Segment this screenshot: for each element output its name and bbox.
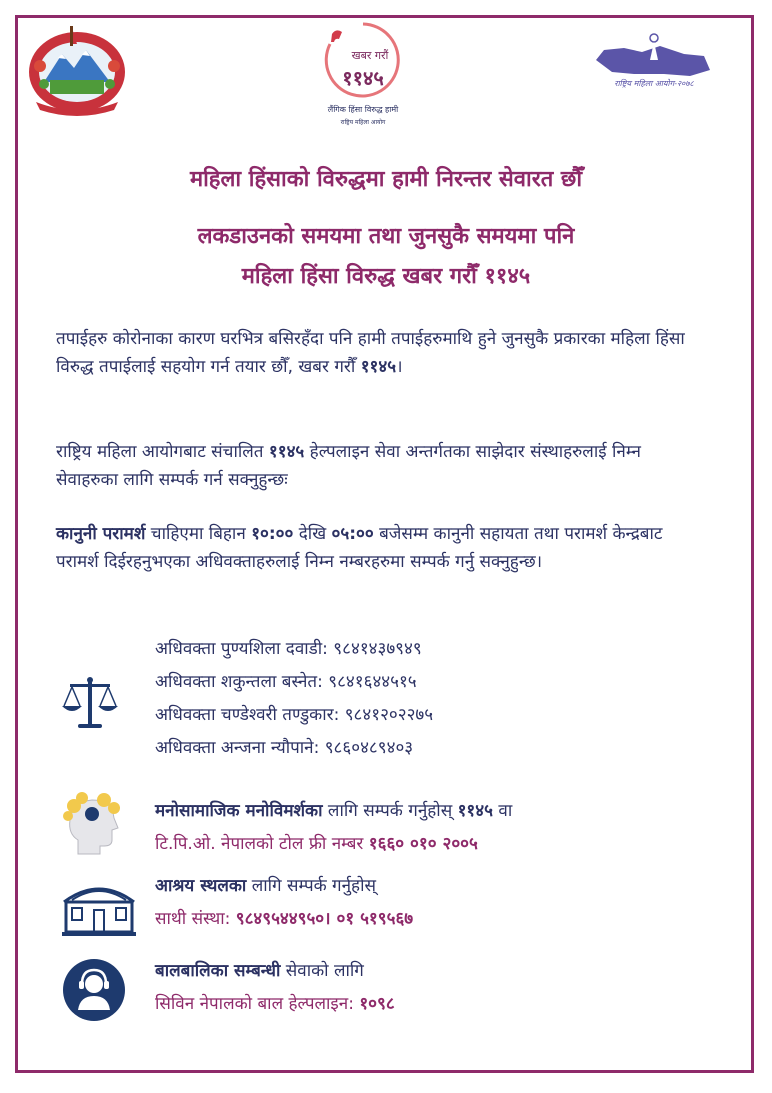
logo-right-text: राष्ट्रिय महिला आयोग-२०७८	[614, 79, 694, 88]
saathi-text: साथी संस्था:	[155, 909, 236, 929]
shelter-line2	[155, 903, 715, 936]
legal-end-time: ०५:००	[331, 524, 374, 544]
legal-text-2: देखि	[293, 524, 332, 544]
cwin-number: १०९८	[359, 994, 395, 1014]
child-text: सेवाको लागि	[280, 961, 364, 981]
shelter-service	[155, 870, 715, 936]
lawyer-item: अधिवक्ता शकुन्तला बस्नेत: ९८४१६४४५१५	[155, 672, 417, 692]
shelter-text: लागि सम्पर्क गर्नुहोस्	[246, 876, 376, 896]
legal-text-1: चाहिएमा बिहान	[145, 524, 252, 544]
child-line1	[155, 955, 715, 988]
psychosocial-line2	[155, 828, 715, 861]
partner-text-start: राष्ट्रिय महिला आयोगबाट संचालित	[56, 442, 269, 462]
psychosocial-service	[155, 795, 715, 861]
legal-paragraph	[56, 520, 696, 576]
partner-number: ११४५	[268, 442, 305, 462]
shelter-building-icon	[58, 878, 140, 938]
psychosocial-or: वा	[492, 801, 513, 821]
legal-text-3: बजेसम्म कानुनी सहायता तथा परामर्श केन्द्रबाट परामर्श दिईरहनुभएका अधिवक्ताहरुलाई निम्न नम्बरहरुमा सम्पर्क गर्नु सक्नुहुन्छ।	[56, 524, 663, 572]
logo-org-text: राष्ट्रिय महिला आयोग	[340, 119, 386, 126]
tpo-text: टि.पि.ओ. नेपालको टोल फ्री नम्बर	[155, 834, 369, 854]
lawyer-item: अधिवक्ता पुण्यशिला दवाडी: ९८४१४३७९४९	[155, 639, 422, 659]
legal-title: कानुनी परामर्श	[56, 524, 146, 544]
logo-khabar-text: खबर गरौं	[351, 49, 389, 62]
intro-text: तपाईहरु कोरोनाका कारण घरभित्र बसिरहँदा पनि हामी तपाईहरुमाथि हुने जुनसुकै प्रकारका महिला हिंसा विरुद्ध तपाईलाई सहयोग गर्न तयार छौँ, खबर गरौँ	[56, 329, 685, 377]
headset-support-icon	[62, 958, 126, 1022]
psychosocial-text: लागि सम्पर्क गर्नुहोस्	[322, 801, 458, 821]
shelter-line1	[155, 870, 715, 903]
nepal-map-icon	[594, 30, 714, 85]
intro-paragraph	[56, 325, 696, 381]
cwin-text: सिविन नेपालको बाल हेल्पलाइन:	[155, 994, 360, 1014]
lawyer-item: अधिवक्ता चण्डेश्वरी तण्डुकार: ९८४१२०२२७५	[155, 705, 434, 725]
logo-tagline-text: लैंगिक हिंसा विरुद्ध हामी	[327, 105, 399, 114]
tpo-number: १६६० ०१० २००५	[368, 834, 478, 854]
legal-start-time: १०:००	[251, 524, 294, 544]
lawyer-list	[155, 633, 675, 765]
intro-end: ।	[396, 357, 403, 377]
psychosocial-line1	[155, 795, 715, 828]
partner-paragraph	[56, 438, 696, 494]
partner-text-end: हेल्पलाइन सेवा अन्तर्गतका साझेदार संस्थाहरुलाई निम्न सेवाहरुका लागि सम्पर्क गर्न सक्नुहुन्छः	[56, 442, 641, 490]
nepal-government-emblem-icon	[22, 22, 132, 117]
helpline-1145-logo	[318, 18, 408, 133]
psychosocial-number: ११४५	[457, 801, 493, 821]
subheading-line1: लकडाउनको समयमा तथा जुनसुकै समयमा पनि	[197, 224, 575, 249]
psychosocial-title: मनोसामाजिक मनोविमर्शका	[155, 801, 323, 821]
child-line2	[155, 988, 715, 1021]
lawyer-item: अधिवक्ता अन्जना न्यौपाने: ९८६०४८९४०३	[155, 738, 414, 758]
child-service	[155, 955, 715, 1021]
scales-of-justice-icon	[60, 672, 120, 732]
child-title: बालबालिका सम्बन्धी	[155, 961, 281, 981]
logo-number-text: ११४५	[342, 66, 384, 90]
saathi-number: ९८४९५४४९५०। ०१ ५१९५६७	[235, 909, 414, 929]
shelter-title: आश्रय स्थलका	[155, 876, 247, 896]
national-women-commission-logo	[594, 30, 714, 100]
intro-number: ११४५	[360, 357, 397, 377]
subheading-line2: महिला हिंसा विरुद्ध खबर गरौँ ११४५	[241, 264, 531, 289]
head-thought-icon	[60, 788, 132, 860]
main-heading: महिला हिंसाको विरुद्धमा हामी निरन्तर सेवारत छौँ	[189, 167, 583, 192]
